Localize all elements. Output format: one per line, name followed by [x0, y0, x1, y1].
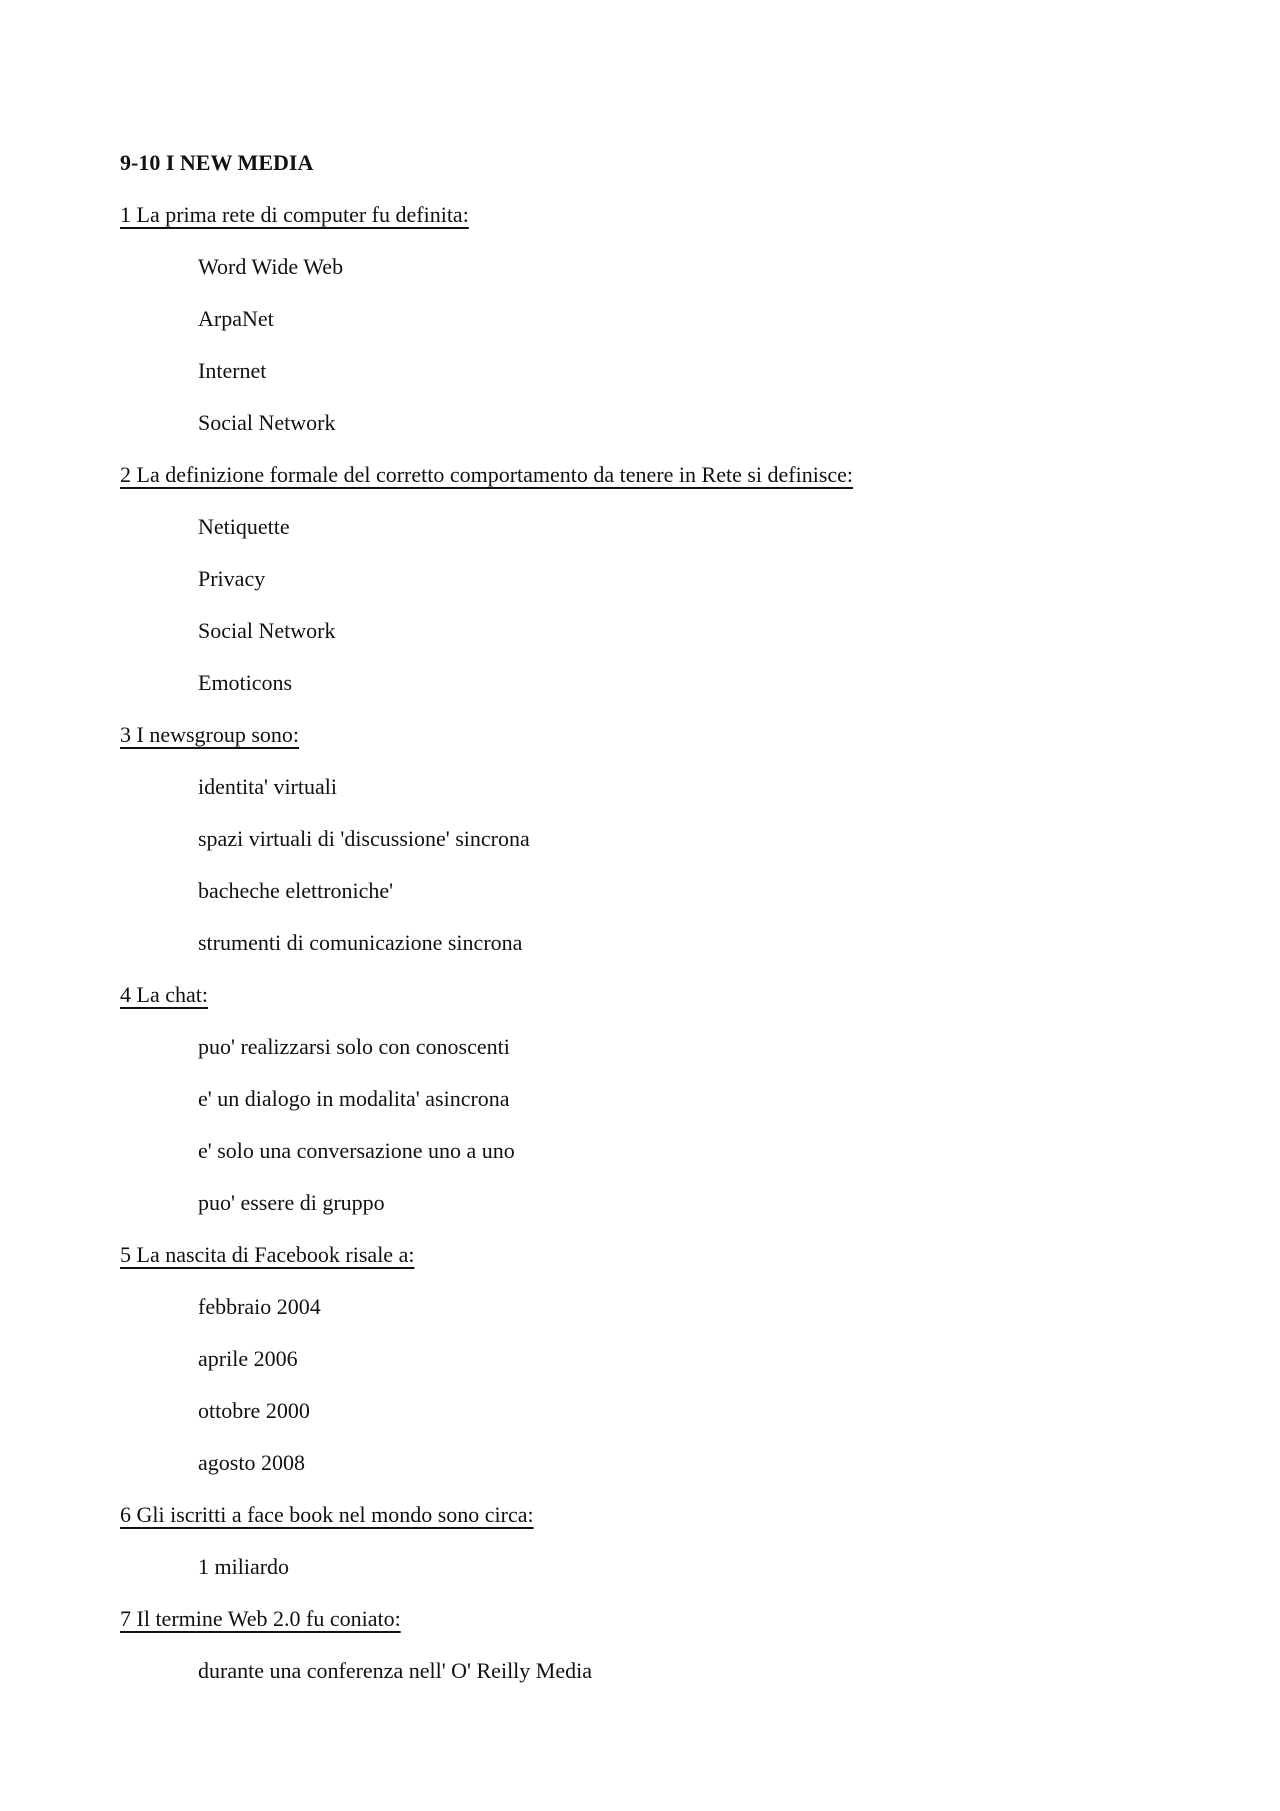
question-3	[120, 720, 1280, 750]
question-text: 7 Il termine Web 2.0 fu coniato:	[120, 1606, 401, 1631]
answer-option: spazi virtuali di 'discussione' sincrona	[198, 826, 530, 851]
answer-option: Netiquette	[198, 514, 290, 539]
question-7	[120, 1604, 1280, 1634]
question-2	[120, 460, 1280, 490]
page-title: 9-10 I NEW MEDIA	[120, 150, 314, 175]
question-text: 1 La prima rete di computer fu definita:	[120, 202, 469, 227]
question-4	[120, 980, 1280, 1010]
answer-option: e' solo una conversazione uno a uno	[198, 1138, 515, 1163]
question-text: 4 La chat:	[120, 982, 208, 1007]
question-text: 2 La definizione formale del corretto comportamento da tenere in Rete si definisce:	[120, 462, 854, 487]
answer-option: durante una conferenza nell' O' Reilly Media	[198, 1658, 592, 1683]
question-5	[120, 1240, 1280, 1270]
answer-option: puo' essere di gruppo	[198, 1190, 385, 1215]
question-text: 6 Gli iscritti a face book nel mondo sono circa:	[120, 1502, 534, 1527]
answer-option: febbraio 2004	[198, 1294, 321, 1319]
answer-option: Internet	[198, 358, 267, 383]
question-6	[120, 1500, 1280, 1530]
answer-option: Emoticons	[198, 670, 293, 695]
answer-option: puo' realizzarsi solo con conoscenti	[198, 1034, 510, 1059]
answer-option: Social Network	[198, 410, 336, 435]
answer-option: strumenti di comunicazione sincrona	[198, 930, 523, 955]
answer-option: Word Wide Web	[198, 254, 344, 279]
question-text: 3 I newsgroup sono:	[120, 722, 300, 747]
answer-option: aprile 2006	[198, 1346, 298, 1371]
answer-option: bacheche elettroniche'	[198, 878, 394, 903]
answer-option: ArpaNet	[198, 306, 274, 331]
answer-option: 1 miliardo	[198, 1554, 290, 1579]
answer-option: Privacy	[198, 566, 266, 591]
answer-option: Social Network	[198, 618, 336, 643]
answer-option: e' un dialogo in modalita' asincrona	[198, 1086, 510, 1111]
answer-option: ottobre 2000	[198, 1398, 310, 1423]
question-text: 5 La nascita di Facebook risale a:	[120, 1242, 415, 1267]
question-1	[120, 200, 1280, 230]
answer-option: identita' virtuali	[198, 774, 337, 799]
answer-option: agosto 2008	[198, 1450, 305, 1475]
